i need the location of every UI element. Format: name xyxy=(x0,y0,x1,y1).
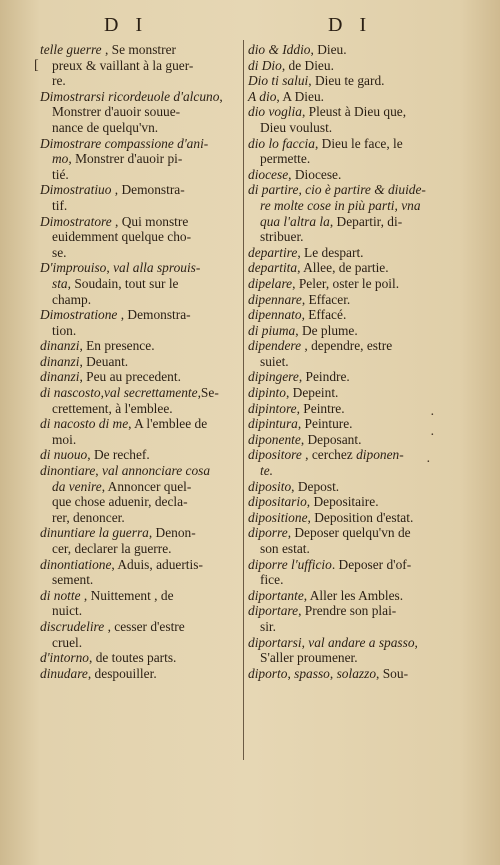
french-gloss: , cesser d'estre xyxy=(104,618,185,634)
dictionary-entry xyxy=(248,385,446,401)
french-gloss: , Departir, di- xyxy=(329,213,403,229)
entry-line xyxy=(40,463,240,479)
entry-line xyxy=(248,635,446,651)
dictionary-entry xyxy=(40,307,240,338)
dictionary-entry xyxy=(248,182,446,244)
italian-term: dipelare xyxy=(248,275,293,291)
italian-term: diposito xyxy=(248,478,292,494)
entry-line xyxy=(248,603,446,619)
dictionary-entry xyxy=(40,416,240,447)
french-gloss: , De plume. xyxy=(295,322,358,338)
entry-line xyxy=(248,229,446,245)
left-column xyxy=(40,42,240,681)
entry-line xyxy=(248,245,446,261)
italian-term: telle guerre xyxy=(40,42,102,57)
french-gloss: sement. xyxy=(52,572,94,588)
italian-term: diporre xyxy=(248,525,288,541)
french-gloss: , xyxy=(219,88,223,104)
entry-line xyxy=(248,276,446,292)
french-gloss: , Deuant. xyxy=(79,353,129,369)
french-gloss: , Aduis, aduertis- xyxy=(111,556,203,572)
french-gloss: nuict. xyxy=(52,603,83,619)
entry-line xyxy=(40,214,240,230)
entry-line xyxy=(248,401,446,417)
entry-line xyxy=(248,307,446,323)
entry-line xyxy=(40,401,240,417)
italian-term: val secrettamente xyxy=(104,385,198,401)
french-gloss: , A l'emblee de xyxy=(128,416,208,432)
french-gloss: , Diocese. xyxy=(288,166,342,182)
dictionary-entry xyxy=(248,510,446,526)
entry-line xyxy=(248,323,446,339)
entry-line xyxy=(248,260,446,276)
french-gloss: euidemment quelque cho- xyxy=(52,229,192,245)
dictionary-entry xyxy=(248,136,446,167)
entry-line xyxy=(40,603,240,619)
french-gloss: , Sou- xyxy=(376,665,409,681)
dictionary-entry xyxy=(40,650,240,666)
right-column xyxy=(248,42,446,681)
entry-line xyxy=(248,588,446,604)
entry-line xyxy=(40,557,240,573)
entry-line xyxy=(248,338,446,354)
french-gloss: stribuer. xyxy=(260,229,304,245)
italian-term: di nascosto xyxy=(40,385,101,401)
entry-line xyxy=(248,385,446,401)
french-gloss: , xyxy=(95,463,102,479)
italian-term: di nacosto di me xyxy=(40,416,129,432)
french-gloss: , xyxy=(414,634,418,650)
italian-term: dipingere xyxy=(248,369,299,385)
french-gloss: , xyxy=(100,385,104,401)
dictionary-entry xyxy=(248,401,446,417)
italian-term: A dio xyxy=(248,88,277,104)
dictionary-entry xyxy=(40,588,240,619)
entry-line xyxy=(40,666,240,682)
running-head xyxy=(0,14,500,42)
dictionary-entry xyxy=(248,588,446,604)
entry-line xyxy=(40,89,240,105)
italian-term: dio & Iddio xyxy=(248,42,311,57)
french-gloss: , De rechef. xyxy=(87,447,150,463)
entry-line xyxy=(40,198,240,214)
italian-term: Dimostrarsi ricordeuole d'alcuno xyxy=(40,88,220,104)
french-gloss: , Aller les Ambles. xyxy=(303,587,404,603)
dictionary-entry xyxy=(248,323,446,339)
dictionary-entry xyxy=(40,666,240,682)
french-gloss: , Peintre. xyxy=(296,400,345,416)
entry-line xyxy=(248,120,446,136)
entry-line xyxy=(248,58,446,74)
entry-line xyxy=(248,354,446,370)
italian-term: dinontiare xyxy=(40,463,96,479)
french-gloss: , Depeint. xyxy=(285,385,339,401)
french-gloss: , Depositaire. xyxy=(306,494,379,510)
dictionary-entry xyxy=(248,479,446,495)
entry-line xyxy=(248,198,446,214)
dictionary-entry xyxy=(40,42,240,89)
entry-line xyxy=(40,385,240,401)
french-gloss: crettement, à l'emblee. xyxy=(52,400,173,416)
french-gloss: , Deposant. xyxy=(300,431,362,447)
french-gloss: tion. xyxy=(52,322,77,338)
italian-term: dipositore xyxy=(248,447,302,463)
italian-term: val annonciare cosa xyxy=(102,463,211,479)
running-head-right: D I xyxy=(328,14,373,36)
italian-term: dipennare xyxy=(248,291,302,307)
dictionary-entry xyxy=(40,557,240,588)
entry-line xyxy=(40,58,240,74)
french-gloss: , Se monstrer xyxy=(101,42,176,57)
italian-term: dio voglia xyxy=(248,104,302,120)
italian-term: re molte cose in più parti, vna xyxy=(260,197,421,213)
french-gloss: sir. xyxy=(260,618,276,634)
dictionary-entry xyxy=(248,58,446,74)
italian-term: dinanzi xyxy=(40,353,80,369)
french-gloss: S'aller proumener. xyxy=(260,650,358,666)
french-gloss: que chose aduenir, decla- xyxy=(52,494,188,510)
dictionary-entry xyxy=(40,136,240,183)
french-gloss: , Peindre. xyxy=(298,369,350,385)
italian-term: Dimostratiuo xyxy=(40,182,112,198)
dictionary-entry xyxy=(248,42,446,58)
french-gloss: , Effacer. xyxy=(301,291,351,307)
entry-line xyxy=(40,525,240,541)
dictionary-entry xyxy=(248,369,446,385)
running-head-left: D I xyxy=(104,14,149,36)
italian-term: dipintura xyxy=(248,416,298,432)
italian-term: dinanzi xyxy=(40,338,80,354)
french-gloss: cruel. xyxy=(52,634,83,650)
french-gloss: , Nuittement , de xyxy=(80,587,174,603)
french-gloss: preux & vaillant à la guer- xyxy=(52,57,194,73)
french-gloss: , Deposition d'estat. xyxy=(307,509,414,525)
entry-line xyxy=(40,292,240,308)
french-gloss: tié. xyxy=(52,166,69,182)
entry-line xyxy=(40,650,240,666)
entry-line xyxy=(40,167,240,183)
entry-line xyxy=(248,619,446,635)
italian-term: diportarsi xyxy=(248,634,302,650)
dictionary-entry xyxy=(40,260,240,307)
dictionary-entry xyxy=(40,182,240,213)
italian-term: dipinto xyxy=(248,385,286,401)
french-gloss: , Dieu. xyxy=(310,42,347,57)
french-gloss: se. xyxy=(52,244,67,260)
french-gloss: , Demonstra- xyxy=(111,182,185,198)
entry-line xyxy=(40,120,240,136)
dictionary-entry xyxy=(248,104,446,135)
french-gloss: , de Dieu. xyxy=(281,57,334,73)
entry-line xyxy=(248,447,446,463)
french-gloss: , xyxy=(301,634,309,650)
french-gloss: ,Se- xyxy=(197,385,219,401)
french-gloss: , A Dieu. xyxy=(276,88,325,104)
french-gloss: , Peler, oster le poil. xyxy=(292,275,400,291)
french-gloss: , Effacé. xyxy=(301,307,347,323)
italian-term: diporto xyxy=(248,665,288,681)
dictionary-entry xyxy=(248,89,446,105)
italian-term: mo xyxy=(52,151,69,167)
dictionary-entry xyxy=(248,666,446,682)
italian-term: diocese xyxy=(248,166,289,182)
french-gloss: champ. xyxy=(52,291,92,307)
french-gloss: tif. xyxy=(52,197,68,213)
french-gloss: , cerchez xyxy=(301,447,357,463)
dictionary-entry xyxy=(248,167,446,183)
dictionary-entry xyxy=(40,354,240,370)
italian-term: te. xyxy=(260,463,274,479)
entry-line xyxy=(248,214,446,230)
french-gloss: , Soudain, tout sur le xyxy=(67,275,179,291)
italian-term: di partire, cio è partire & diuide- xyxy=(248,182,426,198)
italian-term: Dimostratore xyxy=(40,213,112,229)
margin-dot-mark: · xyxy=(426,455,431,470)
entry-line xyxy=(40,42,240,58)
italian-term: di Dio xyxy=(248,57,282,73)
french-gloss: , Annoncer quel- xyxy=(101,478,192,494)
italian-term: diponen- xyxy=(356,447,404,463)
italian-term: spasso xyxy=(294,665,330,681)
italian-term: dipennato xyxy=(248,307,302,323)
italian-term: dinuntiare la guerra xyxy=(40,525,149,541)
entry-line xyxy=(40,182,240,198)
entry-line xyxy=(40,369,240,385)
dictionary-entry xyxy=(248,494,446,510)
french-gloss: , Allee, de partie. xyxy=(297,260,389,276)
italian-term: qua l'altra la xyxy=(260,213,330,229)
entry-line xyxy=(248,525,446,541)
french-gloss: , dependre, estre xyxy=(301,338,393,354)
entry-line xyxy=(40,447,240,463)
entry-line xyxy=(40,619,240,635)
entry-line xyxy=(248,136,446,152)
italian-term: dipositione xyxy=(248,509,308,525)
dictionary-entry xyxy=(248,260,446,276)
entry-line xyxy=(40,479,240,495)
margin-dot-mark: · xyxy=(430,408,435,423)
italian-term: dipintore xyxy=(248,400,297,416)
italian-term: diporre l'ufficio xyxy=(248,556,332,572)
entry-line xyxy=(248,151,446,167)
french-gloss: , Demonstra- xyxy=(117,307,191,323)
italian-term: diportare xyxy=(248,603,299,619)
entry-line xyxy=(248,432,446,448)
french-gloss: fice. xyxy=(260,572,284,588)
french-gloss: , Pleust à Dieu que, xyxy=(301,104,407,120)
entry-line xyxy=(40,245,240,261)
french-gloss: , Qui monstre xyxy=(111,213,189,229)
italian-term: da venire xyxy=(52,478,102,494)
dictionary-entry xyxy=(248,276,446,292)
entry-line xyxy=(40,260,240,276)
entry-line xyxy=(248,89,446,105)
dictionary-entry xyxy=(248,447,446,478)
entry-line xyxy=(40,276,240,292)
italian-term: sta xyxy=(52,275,68,291)
italian-term: dinanzi xyxy=(40,369,80,385)
french-gloss: nance de quelqu'vn. xyxy=(52,119,159,135)
entry-line xyxy=(248,666,446,682)
french-gloss: cer, declarer la guerre. xyxy=(52,541,172,556)
entry-line xyxy=(40,151,240,167)
entry-line xyxy=(248,479,446,495)
dictionary-entry xyxy=(40,463,240,525)
italian-term: D'improuiso xyxy=(40,260,107,276)
entry-line xyxy=(40,229,240,245)
entry-line xyxy=(248,650,446,666)
italian-term: Dio ti salui xyxy=(248,73,309,89)
italian-term: dio lo faccia xyxy=(248,135,315,151)
italian-term: departita xyxy=(248,260,298,276)
entry-line xyxy=(40,323,240,339)
italian-term: val alla sprouis- xyxy=(113,260,201,276)
entry-line xyxy=(40,588,240,604)
french-gloss: , Depost. xyxy=(291,478,340,494)
french-gloss: , Dieu le face, le xyxy=(314,135,403,151)
dictionary-entry xyxy=(40,338,240,354)
italian-term: dipositario xyxy=(248,494,307,510)
column-divider xyxy=(243,40,244,760)
entry-line xyxy=(40,510,240,526)
entry-line xyxy=(40,416,240,432)
entry-line xyxy=(248,463,446,479)
dictionary-entry xyxy=(248,307,446,323)
italian-term: di piuma xyxy=(248,322,296,338)
entry-line xyxy=(248,369,446,385)
entry-line xyxy=(40,354,240,370)
dictionary-entry xyxy=(248,525,446,556)
french-gloss: , Denon- xyxy=(148,525,196,541)
italian-term: d'intorno xyxy=(40,650,89,666)
entry-line xyxy=(248,42,446,58)
dictionary-entry xyxy=(40,525,240,556)
entry-line xyxy=(248,557,446,573)
french-gloss: , xyxy=(287,665,295,681)
entry-line xyxy=(40,338,240,354)
italian-term: discrudelire xyxy=(40,618,105,634)
entry-line xyxy=(40,494,240,510)
dictionary-entry xyxy=(40,214,240,261)
french-gloss: suiet. xyxy=(260,353,289,369)
dictionary-entry xyxy=(248,557,446,588)
french-gloss: , despouiller. xyxy=(87,665,157,681)
italian-term: Dimostratione xyxy=(40,307,118,323)
entry-line xyxy=(40,635,240,651)
french-gloss: , En presence. xyxy=(79,338,155,354)
dictionary-entry xyxy=(248,603,446,634)
italian-term: val andare a spasso xyxy=(308,634,415,650)
margin-dot-mark: · xyxy=(430,428,435,443)
dictionary-entry xyxy=(40,619,240,650)
italian-term: solazzo xyxy=(336,665,377,681)
entry-line xyxy=(248,292,446,308)
french-gloss: , Prendre son plai- xyxy=(298,603,397,619)
french-gloss: , xyxy=(329,665,337,681)
entry-line xyxy=(248,416,446,432)
french-gloss: , Deposer quelqu'vn de xyxy=(287,525,411,541)
entry-line xyxy=(40,432,240,448)
entry-line xyxy=(248,510,446,526)
dictionary-entry xyxy=(248,245,446,261)
dictionary-entry xyxy=(248,432,446,448)
french-gloss: moi. xyxy=(52,431,77,447)
italian-term: departire xyxy=(248,244,298,260)
italian-term: dinudare xyxy=(40,665,88,681)
french-gloss: , Le despart. xyxy=(297,244,364,260)
french-gloss: , Dieu te gard. xyxy=(308,73,385,89)
dictionary-entry xyxy=(248,292,446,308)
dictionary-entry xyxy=(248,635,446,666)
french-gloss: Dieu voulust. xyxy=(260,119,333,135)
french-gloss: Monstrer d'auoir souue- xyxy=(52,104,181,120)
french-gloss: , Peinture. xyxy=(297,416,353,432)
dictionary-entry xyxy=(248,73,446,89)
entry-line xyxy=(248,541,446,557)
entry-line xyxy=(248,494,446,510)
french-gloss: , Monstrer d'auoir pi- xyxy=(68,151,183,167)
dictionary-entry xyxy=(248,338,446,369)
entry-line xyxy=(40,541,240,557)
entry-line xyxy=(248,104,446,120)
entry-line xyxy=(40,136,240,152)
entry-line xyxy=(248,572,446,588)
italian-term: dinontiatione xyxy=(40,556,112,572)
dictionary-entry xyxy=(40,447,240,463)
italian-term: Dimostrare compassione d'ani- xyxy=(40,135,209,151)
italian-term: dipendere xyxy=(248,338,302,354)
italian-term: diportante xyxy=(248,587,304,603)
french-gloss: . Deposer d'of- xyxy=(331,556,412,572)
entry-line xyxy=(40,572,240,588)
italian-term: diponente xyxy=(248,431,301,447)
french-gloss: , de toutes parts. xyxy=(89,650,177,666)
entry-line xyxy=(248,182,446,198)
french-gloss: rer, denoncer. xyxy=(52,509,125,525)
french-gloss: , xyxy=(106,260,114,276)
dictionary-entry xyxy=(40,385,240,416)
entry-line xyxy=(248,73,446,89)
italian-term: di notte xyxy=(40,587,81,603)
french-gloss: son estat. xyxy=(260,541,310,556)
french-gloss: permette. xyxy=(260,151,311,167)
entry-line xyxy=(40,307,240,323)
italian-term: di nuouo xyxy=(40,447,88,463)
french-gloss: , Peu au precedent. xyxy=(79,369,181,385)
entry-line xyxy=(40,73,240,89)
entry-line xyxy=(40,104,240,120)
dictionary-entry xyxy=(248,416,446,432)
dictionary-entry xyxy=(40,369,240,385)
french-gloss: re. xyxy=(52,73,66,89)
margin-bracket-mark: [ xyxy=(34,58,39,73)
entry-line xyxy=(248,167,446,183)
dictionary-entry xyxy=(40,89,240,136)
